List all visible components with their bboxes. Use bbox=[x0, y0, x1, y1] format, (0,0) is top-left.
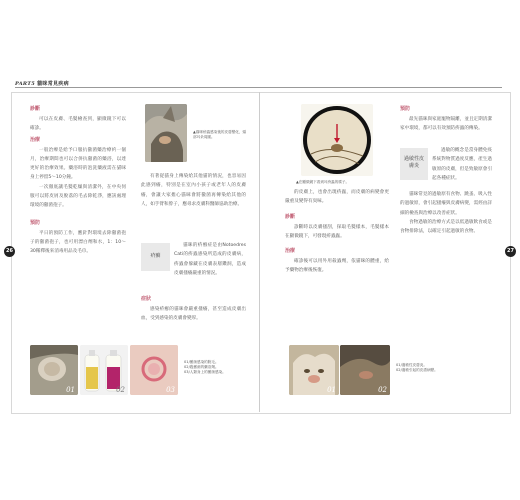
thumb-captions: 01/過敏性皮膚炎。 02/過敏引起的皮膚病變。 bbox=[396, 363, 438, 373]
paragraph: 有著從貓身上傳染給其他貓的情況，也容易因此感到癢，特別是在室內小孩子或老年人的皮膚癢，會讓大家擔心貓咪會將黴菌再傳染給其他的人，如手臂和脖子，應尋求皮膚科醫師協助治療。 bbox=[141, 174, 246, 207]
thumb-number: 02 bbox=[116, 386, 125, 394]
thumb-number: 03 bbox=[166, 386, 175, 394]
page-number-left: 26 bbox=[4, 246, 15, 257]
thumb-allergy-face bbox=[289, 345, 339, 395]
note-box-mange bbox=[141, 243, 170, 271]
thumb-fungal-hairloss bbox=[30, 345, 78, 395]
microscope-photo bbox=[301, 104, 373, 176]
paragraph: 平日的預防工作，應針對環境去除黴菌孢子的黴菌孢子，也可用漂白劑和水，1：10～30稀釋後來消毒用品及毛巾。 bbox=[30, 230, 126, 255]
thumb-number: 01 bbox=[66, 386, 75, 394]
part-label: PART5 bbox=[15, 81, 36, 87]
paragraph: 最先貓咪與家庭寵物隔離，並且定期清潔家中環境，都可以有效預防疥蟲的傳染。 bbox=[400, 117, 492, 132]
left-col-1 bbox=[30, 103, 126, 257]
running-head bbox=[15, 80, 69, 87]
heading-prevention: 預防 bbox=[30, 219, 41, 226]
gutter-line bbox=[259, 92, 260, 412]
paragraph: 感染疥癬的貓咪會嚴重搔癢，甚至造成皮膚出血，受到感染的皮膚會變厚。 bbox=[141, 307, 246, 322]
right-col-2-mid-a bbox=[432, 146, 492, 183]
photo-caption: ▲貓咪疥蟲感染後的皮膚變化，頭部耳朵周圍。 bbox=[193, 130, 247, 140]
cat-ear-illustration bbox=[145, 104, 187, 162]
microscope-caption: ▲在顯微鏡下看到耳疥蟲的樣子。 bbox=[296, 180, 350, 184]
heading-prevention: 預防 bbox=[400, 106, 411, 112]
page-number-right: 27 bbox=[505, 246, 516, 257]
heading-diagnosis: 診斷 bbox=[30, 106, 41, 112]
thumb-captions: 01/黴菌感染的脫毛。 02/殺黴菌的藥浴劑。 03/人類身上的黴菌感染。 bbox=[184, 360, 226, 375]
paragraph: 貓咪常見的過敏原有食物、跳蚤、吸入性的過敏原，會引起搔癢與皮膚病變，需經由詳細的檢查與治療以改善症狀。 bbox=[400, 192, 492, 216]
thumb-allergy-lesion bbox=[340, 345, 390, 395]
paragraph: 的皮膚上，也會出現疥蟲，而皮膚的病變會更嚴重及變得有臭味。 bbox=[285, 190, 389, 205]
thumb-human-ringworm bbox=[130, 345, 178, 395]
right-col-2-mid-b bbox=[400, 190, 492, 236]
right-col-1 bbox=[285, 188, 389, 276]
paragraph: 貓咪的疥癬症是由Notoedres Cati的疥蟲感染所造成的皮膚病，疥蟲會躲藏在皮膚表層鑽洞，造成皮膚搔癢嚴重的情況。 bbox=[174, 243, 246, 276]
left-col-2 bbox=[141, 172, 246, 209]
left-col-2-mid bbox=[174, 241, 246, 278]
paragraph: 可以在皮膚、毛髮檢查到，顯微鏡下可以確診。 bbox=[30, 117, 126, 132]
right-col-2 bbox=[400, 103, 492, 134]
thumb-number: 01 bbox=[327, 386, 336, 394]
paragraph: 確診後可以用外用殺蟲劑，依貓咪的體重，給予藥物治療後恢復。 bbox=[285, 259, 389, 274]
paragraph: 診斷時以皮膚搔刮，探取毛髮樣本，毛髮樣本在顯微鏡下，可發現疥蟲蟲。 bbox=[285, 224, 389, 239]
heading-treatment: 治療 bbox=[285, 248, 296, 255]
heading-symptom: 症狀 bbox=[141, 296, 152, 302]
paragraph: 食物過敏的治療方式是以低過敏飲食或是食物排除法，以確定引起過敏的食物。 bbox=[400, 219, 492, 235]
section-title: 貓咪常見疾病 bbox=[37, 81, 69, 87]
paragraph: 過敏的概念是當身體免疫系統對物質過度反應，產生過敏原的皮膚，但是致敏原會引起各種症狀。 bbox=[432, 148, 492, 181]
mite-microscope-illustration bbox=[301, 104, 373, 176]
heading-diagnosis: 診斷 bbox=[285, 213, 296, 220]
heading-treatment: 治療 bbox=[30, 136, 41, 143]
left-col-2-bottom bbox=[141, 293, 246, 324]
note-label: 疥癬 bbox=[150, 253, 161, 259]
paragraph: 一般治療是給予口服抗黴菌藥治療約一個月，治療期間也可以合併抗黴菌的藥浴，以達更好的治療效果。藥浴時的泡洗藥液需在貓咪身上停留5～10分鐘。 bbox=[30, 147, 126, 181]
paragraph: 一次徹底讓毛髮乾燥與清潔外，在中央伺服可以將皮屑及脫落的毛去除乾淨，應該處理環境的黴菌孢子。 bbox=[30, 184, 126, 209]
note-box-allergy bbox=[400, 148, 428, 180]
thumb-number: 02 bbox=[378, 386, 387, 394]
thumb-shampoo-bottles bbox=[80, 345, 128, 395]
header-rule bbox=[15, 87, 502, 88]
note-label: 過敏性皮膚炎 bbox=[403, 156, 424, 169]
cat-ear-photo bbox=[145, 104, 187, 162]
